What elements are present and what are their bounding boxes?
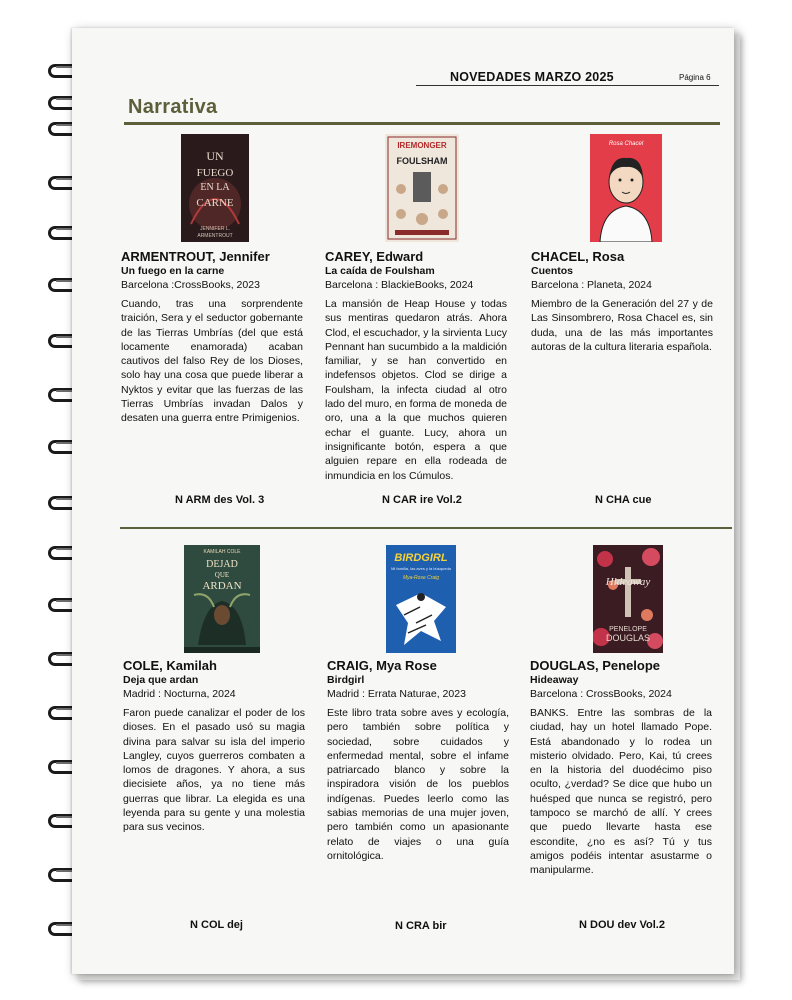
book-title: Deja que ardan	[123, 674, 199, 686]
svg-text:QUE: QUE	[214, 571, 230, 579]
svg-text:DOUGLAS: DOUGLAS	[605, 633, 651, 643]
book-synopsis: La mansión de Heap House y todas sus mentiras quedaron atrás. Ahora Clod, el escuchador, y la sirvienta Lucy Pennant han sucumbido a la maldición familiar, y se han convertido en indefensos objetos. Clod se dirige a Foulsham, la infecta ciudad al otro lado del muro, en forma de moneda de oro, una a la que muchos quieren echar el guante. Lucy, ahora un insignificante botón, espera a que alguien repare en ella rodeada de inmundicia en los Cúmulos.	[325, 298, 507, 482]
call-number: N ARM des Vol. 3	[175, 494, 265, 506]
book-synopsis: Cuando, tras una sorprendente traición, Sera y el seductor gobernante de las Tierras Umbrías (del que está locamente enamorada) acaban cautivos del falso Rey de los Dioses, solo hay una cosa que puede liberar a Nyktos y evitar que las fuerzas de las Tierras Umbrías invadan Dalos y desaten una guerra entre Primigenios.	[121, 298, 303, 425]
section-rule	[124, 122, 720, 125]
svg-text:Hideaway: Hideaway	[605, 576, 651, 588]
svg-text:PENELOPE: PENELOPE	[609, 626, 647, 633]
book-synopsis: Miembro de la Generación del 27 y de Las Sinsombrero, Rosa Chacel es, sin duda, una de las más importantes autoras de la cultura literaria española.	[531, 298, 713, 353]
book-author: DOUGLAS, Penelope	[530, 658, 661, 673]
book-synopsis: Este libro trata sobre aves y ecología, pero también sobre política y sociedad, sobre cuidados y enfermedad mental, sobre el infame patriarcado blanco y sobre la inspiradora visión de los pueblos indígenas. Puedes leerlo como las sabias memorias de una mujer joven, pero también como un apasionante relato de viajes o una guía ornitológica.	[327, 707, 509, 862]
svg-text:JENNIFER L.: JENNIFER L.	[199, 226, 231, 232]
newsletter-title: NOVEDADES MARZO 2025	[450, 70, 614, 84]
svg-text:ARMENTROUT: ARMENTROUT	[197, 233, 233, 239]
book-author: CRAIG, Mya Rose	[327, 658, 437, 673]
book-cover[interactable]	[184, 545, 260, 653]
svg-text:KAMILAH COLE: KAMILAH COLE	[203, 549, 241, 555]
page-number: Página 6	[679, 73, 711, 82]
book-title: Hideaway	[530, 674, 579, 686]
book-author: ARMENTROUT, Jennifer	[121, 249, 270, 264]
book-cover[interactable]	[590, 134, 662, 242]
book-cover[interactable]	[181, 134, 249, 242]
svg-text:ARDAN: ARDAN	[202, 580, 242, 592]
book-cover[interactable]	[593, 545, 663, 653]
svg-text:Mya-Rose Craig: Mya-Rose Craig	[402, 575, 440, 581]
svg-text:EN LA: EN LA	[200, 182, 230, 193]
book-author: CAREY, Edward	[325, 249, 424, 264]
book-synopsis: Faron puede canalizar el poder de los dioses. En el pasado usó su magia divina para salvar su isla del imperio Langley, cuyos guerreros combaten a lomos de dragones. Y ahora, a sus diecisiete años, ya no tiene más guerras que librar. La elegida es una leyenda para su gente y una molestia para sus vecinos.	[123, 707, 305, 834]
book-publisher: Barcelona : CrossBooks, 2024	[530, 688, 672, 700]
row-divider	[120, 527, 732, 529]
svg-text:Mi familia, las aves y la búsq: Mi familia, las aves y la búsqueda	[391, 566, 451, 571]
call-number: N CHA cue	[595, 494, 652, 506]
book-cover[interactable]	[386, 545, 456, 653]
svg-text:BIRDGIRL: BIRDGIRL	[394, 552, 448, 564]
call-number: N CAR ire Vol.2	[382, 494, 462, 506]
svg-text:Rosa Chacel: Rosa Chacel	[608, 141, 644, 147]
call-number: N CRA bir	[395, 920, 447, 932]
book-title: La caída de Foulsham	[325, 265, 435, 277]
book-title: Un fuego en la carne	[121, 265, 225, 277]
book-title: Birdgirl	[327, 674, 365, 686]
book-synopsis: BANKS. Entre las sombras de la ciudad, hay un hotel llamado Pope. Está abandonado y lo rodea un misterio olvidado. Pero, Kai, tú crees en la historia del duodécimo piso oculto, ¿verdad? Se dice que hubo un huésped que nunca se registró, pero tampoco se marchó de allí. Y crees que puedo llevarte hasta ese escondite, ¿no es así? Tú y tus amigos podéis intentar asustarme o manipularme.	[530, 707, 712, 877]
book-publisher: Madrid : Nocturna, 2024	[123, 688, 236, 700]
book-publisher: Barcelona : BlackieBooks, 2024	[325, 279, 474, 291]
svg-text:FOULSHAM: FOULSHAM	[396, 156, 448, 166]
svg-text:CARNE: CARNE	[196, 197, 234, 209]
svg-text:DEJAD: DEJAD	[206, 559, 238, 570]
call-number: N COL dej	[190, 919, 243, 931]
section-title: Narrativa	[128, 96, 218, 118]
svg-text:UN: UN	[206, 149, 224, 163]
book-title: Cuentos	[531, 265, 573, 277]
book-publisher: Barcelona : Planeta, 2024	[531, 279, 652, 291]
book-publisher: Madrid : Errata Naturae, 2023	[327, 688, 466, 700]
svg-text:FUEGO: FUEGO	[196, 167, 234, 179]
book-publisher: Barcelona :CrossBooks, 2023	[121, 279, 260, 291]
book-cover[interactable]	[385, 134, 459, 242]
book-author: COLE, Kamilah	[123, 658, 217, 673]
header-rule	[416, 85, 719, 86]
book-author: CHACEL, Rosa	[531, 249, 625, 264]
call-number: N DOU dev Vol.2	[579, 919, 665, 931]
svg-text:IREMONGER: IREMONGER	[397, 141, 447, 150]
